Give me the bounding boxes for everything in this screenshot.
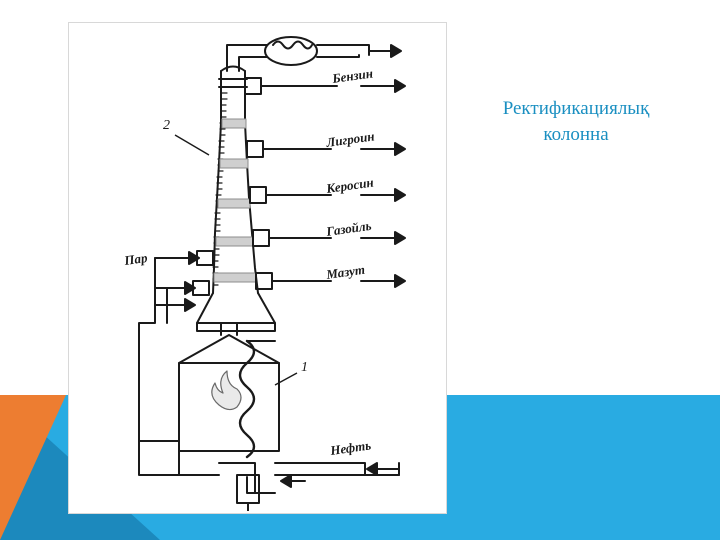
output-label-kerosin: Керосин <box>325 174 375 196</box>
output-label-mazut: Мазут <box>325 261 366 282</box>
output-label-ligroin: Лигроин <box>325 128 376 150</box>
callout-2-label: 2 <box>163 118 170 133</box>
callout-1-label: 1 <box>301 360 308 375</box>
callout-2-leader <box>175 135 209 155</box>
input-label-par: Пар <box>123 249 149 268</box>
decor-wedge-orange <box>0 395 66 540</box>
output-label-benzin: Бензин <box>331 65 374 86</box>
slide-title <box>462 96 690 147</box>
slide-title-line2: колонна <box>543 123 609 145</box>
output-label-gazoil: Газойль <box>325 217 373 239</box>
input-label-neft: Нефть <box>329 437 372 458</box>
slide-title-line1: Ректификациялық <box>502 98 650 119</box>
distillation-column-diagram <box>68 22 447 514</box>
